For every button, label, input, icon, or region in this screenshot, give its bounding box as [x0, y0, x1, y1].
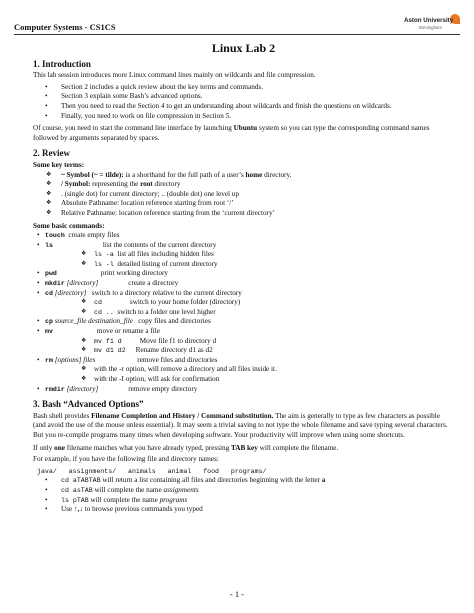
- term-item: [33, 180, 454, 190]
- term-item: [33, 171, 454, 181]
- para-bold: one: [54, 443, 65, 452]
- intro-bullet: • Section 2 includes a quick review about the key terms and commands.: [33, 83, 454, 93]
- bullet-code: cd asTAB: [61, 486, 93, 494]
- document-title: Linux Lab 2: [211, 41, 276, 55]
- command-sub-item: ❖ with the -I option, will ask for confirmation: [33, 375, 454, 385]
- term-bold: home: [245, 170, 263, 179]
- para-text: will complete the filename.: [257, 443, 339, 452]
- command-name: ls: [45, 241, 53, 249]
- command-item-cp: [33, 317, 454, 327]
- command-arg: [directory]: [54, 288, 87, 297]
- command-item-rm: [33, 356, 454, 366]
- document-body: [33, 41, 454, 515]
- bullet-code: cd aTABTAB: [61, 477, 101, 485]
- command-item-mkdir: [33, 279, 454, 289]
- command-sub-item: ❖ with the -r option, will remove a directory and all files inside it.: [33, 365, 454, 375]
- outro-bold: Ubuntu: [233, 124, 258, 133]
- command-sub-item: [33, 346, 454, 356]
- bash-paragraph: [33, 412, 454, 441]
- term-bold: / Symbol:: [61, 180, 91, 189]
- term-item: ❖ . (single dot) for current directory; .. (double dot) one level up: [33, 190, 454, 200]
- command-name: mkdir: [45, 280, 65, 288]
- intro-paragraph: This lab session introduces more Linux command lines mainly on wildcards and file compression.: [33, 71, 316, 80]
- sub-desc: switch to your home folder (directory): [129, 298, 241, 307]
- bullet-text: will complete the name: [92, 485, 164, 494]
- bullet-italic: programs: [159, 495, 188, 504]
- para-bold: Filename Completion and History / Command substitution.: [91, 411, 274, 420]
- intro-bullet: • Finally, you need to work on file compression in Section 5.: [33, 112, 454, 122]
- tab-bullet: [33, 486, 454, 496]
- term-item: ❖ Absolute Pathname: location reference starting from root ‘/’: [33, 199, 454, 209]
- command-item-pwd: [33, 269, 454, 279]
- command-name: touch: [45, 232, 65, 240]
- section-heading-review: 2. Review: [33, 148, 70, 159]
- bullet-text: to browse previous commands you typed: [82, 505, 203, 514]
- para-text: Bash shell provides: [33, 411, 92, 420]
- para-text: The aim is generally to type as few characters as possible (and avoid the use of the mouse unless essential). It may seem a trivial saving to not type the whole filename and save typing several characters. But you re-compile programs many times when developing software. Your productivity will improve when using some shortcuts.: [33, 411, 448, 439]
- command-arg: source_file destination_file: [54, 317, 133, 326]
- command-arg: [directory]: [66, 279, 99, 288]
- example-dir-listing: java/ assignments/ animals animal food programs/: [37, 467, 267, 475]
- command-name: mv: [45, 328, 53, 336]
- term-bold: root: [140, 180, 153, 189]
- intro-bullet: • Section 3 explain some Bash’s advanced options.: [33, 92, 454, 102]
- section-heading-bash: 3. Bash “Advanced Options”: [33, 399, 144, 410]
- command-sub-item: [33, 260, 454, 270]
- command-desc: print working directory: [100, 269, 168, 278]
- outro-text: Of course, you need to start the command line interface by launching: [33, 124, 234, 133]
- bullet-code: ls pTAB: [61, 496, 89, 504]
- tab-bullet: [33, 496, 454, 506]
- para-text: If only: [33, 443, 55, 452]
- sub-code: cd: [94, 299, 102, 307]
- term-bold: ~ Symbol (~ = tilde):: [61, 170, 124, 179]
- term-text: representing the: [90, 180, 141, 189]
- term-text: is a shorthand for the full path of a user’s: [123, 170, 246, 179]
- command-sub-item: [33, 250, 454, 260]
- command-name: cp: [45, 318, 53, 326]
- sub-desc: Move file f1 to directory d: [139, 336, 217, 345]
- key-terms-label: Some key terms:: [33, 160, 85, 169]
- tab-bullet: [33, 476, 454, 486]
- term-item: ❖ Relative Pathname: location reference starting from the ‘current directory’: [33, 209, 454, 219]
- command-desc: remove files and directories: [137, 355, 218, 364]
- command-item-rmdir: [33, 385, 454, 395]
- sub-desc: detailed listing of current directory: [117, 259, 218, 268]
- command-desc: create a directory: [128, 279, 179, 288]
- intro-outro-paragraph: [33, 124, 454, 143]
- command-item-touch: [33, 231, 454, 241]
- example-paragraph: For example, if you have the following file and directory names:: [33, 455, 219, 464]
- sub-code: ls -l: [94, 260, 114, 268]
- command-name: cd: [45, 289, 53, 297]
- sub-code: cd ..: [94, 308, 114, 316]
- command-sub-item: [33, 308, 454, 318]
- intro-bullet: • Then you need to read the Section 4 to get an understanding about wildcards and finish the questions on wildcards.: [33, 102, 454, 112]
- sub-desc: Rename directory d1 as d2: [135, 346, 213, 355]
- command-name: rm: [45, 356, 53, 364]
- command-desc: move or rename a file: [96, 327, 160, 336]
- university-logo: [404, 14, 460, 31]
- intro-bullet-list: [33, 83, 454, 121]
- command-sub-item: [33, 298, 454, 308]
- command-arg: [options] files: [54, 355, 96, 364]
- command-desc: remove empty directory: [128, 384, 198, 393]
- bullet-text: will return a list containing all files and directories beginning with the letter: [100, 476, 322, 485]
- sub-code: mv d1 d2: [94, 347, 126, 355]
- section-heading-introduction: 1. Introduction: [33, 58, 91, 69]
- bullet-text: Use: [61, 505, 74, 514]
- logo-name: Aston University: [404, 17, 454, 24]
- outro-text: system so you can type the corresponding command names followed by arguments separated by spaces.: [33, 124, 430, 142]
- arrow-keys-icon: ↑,↓: [73, 505, 83, 514]
- tab-bullet: [33, 505, 454, 515]
- course-title: Computer Systems - CS1CS: [14, 22, 116, 32]
- logo-sub: Birmingham: [419, 25, 442, 30]
- page-number: - 1 -: [229, 589, 245, 599]
- bullet-italic: assignments: [163, 485, 199, 494]
- sub-code: mv f1 d: [94, 337, 122, 345]
- term-text: directory.: [262, 170, 292, 179]
- command-desc: create empty files: [68, 231, 120, 240]
- command-item-cd: [33, 289, 454, 299]
- command-sub-item: [33, 337, 454, 347]
- bullet-bold: a: [321, 476, 326, 485]
- command-arg: [directory]: [66, 384, 99, 393]
- commands-label: Some basic commands:: [33, 221, 105, 230]
- sub-desc: list all files including hidden files: [117, 250, 214, 259]
- bullet-text: will complete the name: [88, 495, 160, 504]
- sub-desc: switch to a folder one level higher: [117, 307, 216, 316]
- sub-code: ls -a: [94, 251, 114, 259]
- term-text: directory: [152, 180, 181, 189]
- para-bold: TAB key: [231, 443, 258, 452]
- command-name: rmdir: [45, 385, 65, 393]
- command-name: pwd: [45, 270, 57, 278]
- command-desc: list the contents of the current directory: [102, 240, 217, 249]
- command-item-mv: [33, 327, 454, 337]
- command-item-ls: [33, 241, 454, 251]
- command-desc: copy files and directories: [138, 317, 211, 326]
- command-desc: switch to a directory relative to the current directory: [91, 288, 242, 297]
- para-text: filename matches what you have already typed, pressing: [64, 443, 232, 452]
- tab-paragraph: [33, 444, 454, 454]
